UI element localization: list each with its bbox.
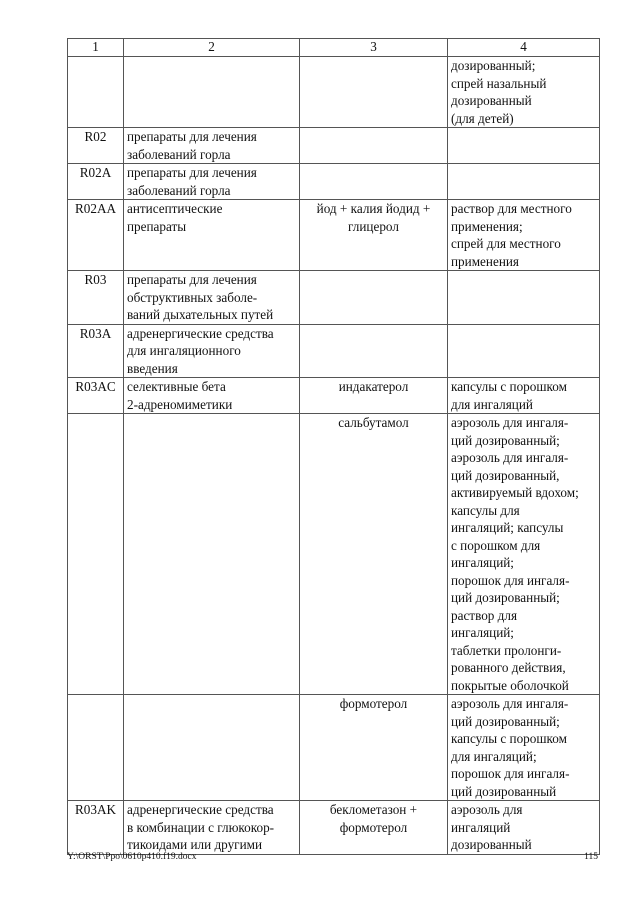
dosage-form-cell	[448, 801, 600, 855]
group-name-cell-text: препараты для лечения обструктивных заболе- ваний дыхательных путей	[127, 272, 274, 322]
atc-code-cell-text: R03AC	[75, 379, 116, 394]
dosage-form-cell	[448, 200, 600, 271]
dosage-form-cell-text: аэрозоль для ингаля- ций дозированный; капсулы с порошком для ингаляций; порошок для ингаля- ций дозированный	[451, 696, 570, 799]
inn-cell	[300, 271, 448, 325]
dosage-form-cell	[448, 164, 600, 200]
dosage-form-cell-text: аэрозоль для ингаляций дозированный	[451, 802, 532, 852]
inn-cell-text: индакатерол	[338, 379, 409, 394]
dosage-form-cell	[448, 57, 600, 128]
group-name-cell	[124, 128, 300, 164]
atc-code-cell	[68, 801, 124, 855]
group-name-cell	[124, 414, 300, 695]
table-row	[68, 164, 600, 200]
table-row	[68, 801, 600, 855]
inn-cell	[300, 324, 448, 378]
table-row	[68, 57, 600, 128]
group-name-cell	[124, 695, 300, 801]
column-number-3: 3	[300, 39, 448, 57]
group-name-cell-text: препараты для лечения заболеваний горла	[127, 129, 257, 162]
drug-table	[67, 38, 600, 855]
atc-code-cell-text: R02AA	[74, 201, 117, 216]
dosage-form-cell-text: раствор для местного применения; спрей для местного применения	[451, 201, 572, 269]
group-name-cell	[124, 200, 300, 271]
atc-code-cell	[68, 414, 124, 695]
inn-cell	[300, 378, 448, 414]
dosage-form-cell	[448, 324, 600, 378]
group-name-cell-text: адренергические средства для ингаляционного введения	[127, 325, 274, 376]
dosage-form-cell	[448, 695, 600, 801]
atc-code-cell	[68, 128, 124, 164]
table-row	[68, 324, 600, 378]
table-row	[68, 271, 600, 325]
group-name-cell	[124, 164, 300, 200]
table-row	[68, 128, 600, 164]
group-name-cell-text: препараты для лечения заболеваний горла	[127, 165, 257, 198]
inn-cell	[300, 801, 448, 855]
inn-cell-text: формотерол	[339, 696, 408, 711]
column-number-2: 2	[124, 39, 300, 57]
group-name-cell-text: селективные бета 2-адреномиметики	[127, 379, 233, 412]
inn-cell	[300, 414, 448, 695]
inn-cell	[300, 128, 448, 164]
atc-code-cell-text: R02A	[79, 165, 112, 180]
atc-code-cell	[68, 57, 124, 128]
table-row	[68, 414, 600, 695]
inn-cell	[300, 164, 448, 200]
group-name-cell-text: антисептические препараты	[127, 201, 223, 234]
atc-code-cell-text: R03	[84, 272, 107, 287]
inn-cell	[300, 200, 448, 271]
table-row	[68, 378, 600, 414]
inn-cell	[300, 695, 448, 801]
column-number-4: 4	[448, 39, 600, 57]
table-header-row	[68, 39, 600, 57]
group-name-cell	[124, 324, 300, 378]
atc-code-cell	[68, 695, 124, 801]
atc-code-cell-text: R02	[84, 129, 107, 144]
group-name-cell	[124, 57, 300, 128]
document-path: Y:\ORST\Ppo\0610p410.f19.docx	[67, 852, 197, 862]
inn-cell-text: беклометазон + формотерол	[329, 802, 418, 835]
inn-cell-text: йод + калия йодид + глицерол	[316, 201, 431, 234]
table-row	[68, 200, 600, 271]
atc-code-cell	[68, 271, 124, 325]
dosage-form-cell-text: капсулы с порошком для ингаляций	[451, 379, 567, 412]
page-number: 115	[584, 852, 598, 862]
atc-code-cell	[68, 378, 124, 414]
atc-code-cell-text: R03AK	[74, 802, 117, 817]
column-number-1: 1	[68, 39, 124, 57]
dosage-form-cell-text: дозированный; спрей назальный дозированный (для детей)	[451, 58, 547, 126]
group-name-cell	[124, 378, 300, 414]
atc-code-cell	[68, 164, 124, 200]
atc-code-cell-text: R03A	[79, 325, 112, 341]
dosage-form-cell	[448, 414, 600, 695]
atc-code-cell	[68, 324, 124, 378]
group-name-cell-text: адренергические средства в комбинации с глюкокор- тикоидами или другими	[127, 802, 275, 852]
dosage-form-cell	[448, 128, 600, 164]
atc-code-cell	[68, 200, 124, 271]
inn-cell	[300, 57, 448, 128]
dosage-form-cell	[448, 378, 600, 414]
group-name-cell	[124, 801, 300, 855]
table-row	[68, 695, 600, 801]
dosage-form-cell	[448, 271, 600, 325]
group-name-cell	[124, 271, 300, 325]
inn-cell-text: сальбутамол	[338, 415, 409, 430]
dosage-form-cell-text: аэрозоль для ингаля- ций дозированный; аэрозоль для ингаля- ций дозированный, активируемый вдохом; капсулы для ингаляций; капсулы с порошком для ингаляций; порошок для ингаля- ций дозированный; раствор для ингаляций; таблетки пролонги- рованного действия, покрытые оболочкой	[451, 415, 579, 693]
